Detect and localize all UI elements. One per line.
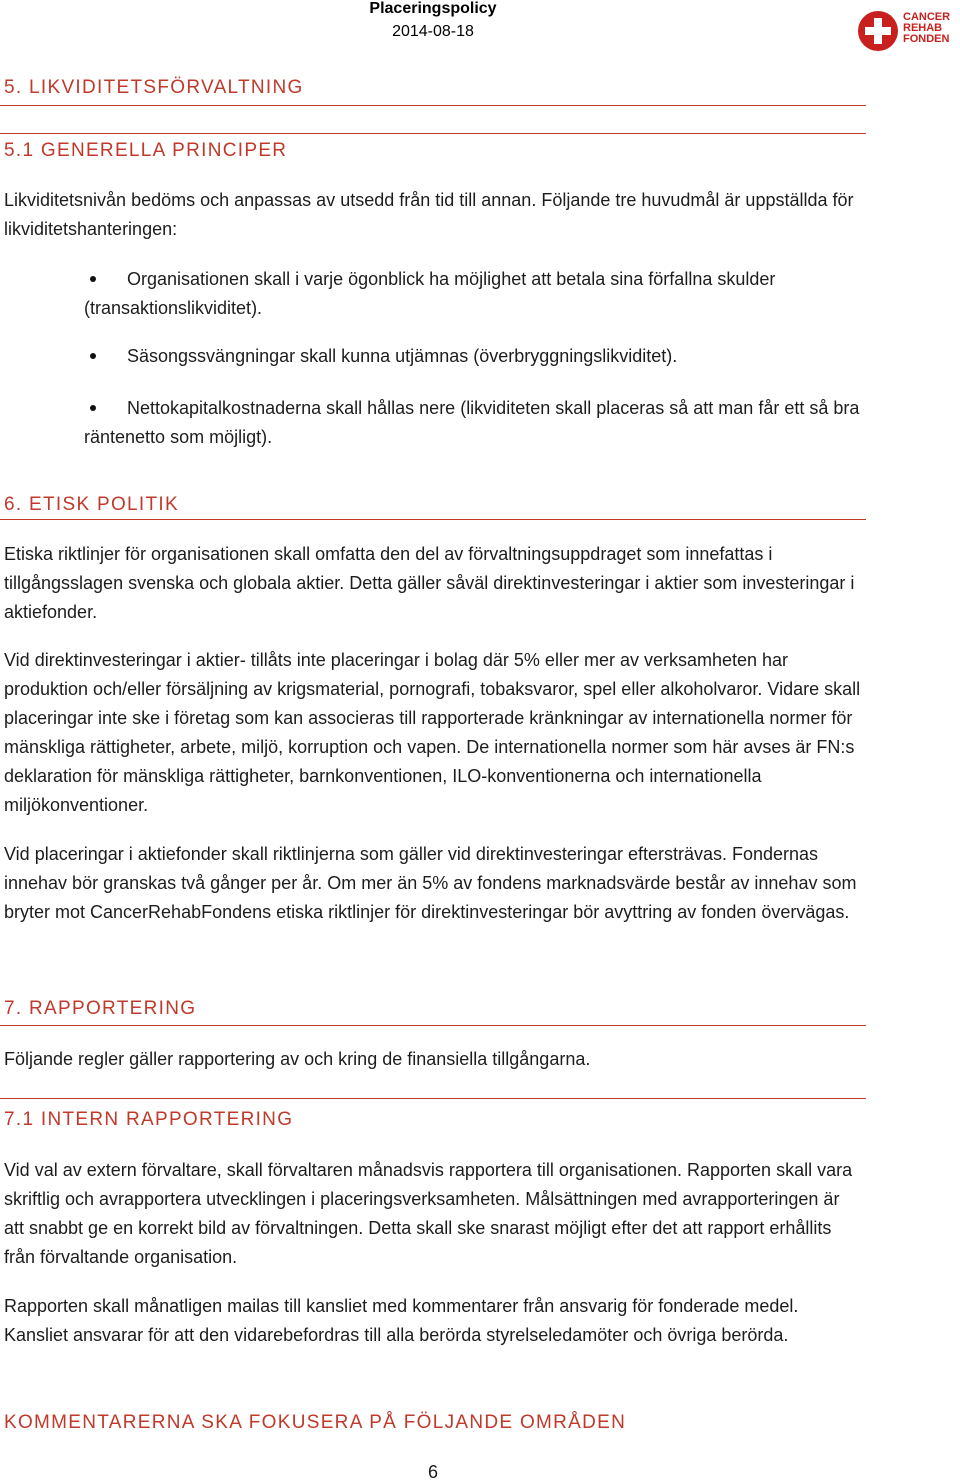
red-cross-icon bbox=[856, 9, 900, 53]
section-7-1-paragraph-2: Rapporten skall månatligen mailas till kansliet med kommentarer från ansvarig för fonderade medel. Kansliet ansvarar för att den vidarebefordras till alla berörda styrelseledamöter och övriga berörda. bbox=[4, 1296, 799, 1345]
section-5-1-rule bbox=[0, 133, 866, 134]
bullet-2-text: Säsongssvängningar skall kunna utjämnas (överbryggningslikviditet). bbox=[127, 346, 678, 366]
section-5-intro: Likviditetsnivån bedöms och anpassas av utsedd från tid till annan. Följande tre huvudmål är uppställda för likviditetshanteringen: bbox=[4, 190, 854, 239]
cancer-rehab-fonden-logo bbox=[856, 9, 952, 55]
section-6-paragraph-1: Etiska riktlinjer för organisationen skall omfatta den del av förvaltningsuppdraget som innefattas i tillgångsslagen svenska och globala aktier. Detta gäller såväl direktinvesteringar i aktier som investeringar i aktiefonder. bbox=[4, 544, 855, 622]
bullet-1-text: Organisationen skall i varje ögonblick ha möjlighet att betala sina förfallna skulder (transaktionslikviditet). bbox=[84, 269, 776, 318]
logo-word-2: REHAB bbox=[903, 22, 943, 34]
section-7-1-paragraph-1: Vid val av extern förvaltare, skall förvaltaren månadsvis rapportera till organisationen. Rapporten skall vara skriftlig och avrapportera utvecklingen i placeringsverksamheten. Målsättningen med avrapporteringen är att snabbt ge en korrekt bild av förvaltningen. Detta skall ske snarast möjligt efter det att rapport erhållits från förvaltande organisation. bbox=[4, 1160, 853, 1267]
logo-word-1: CANCER bbox=[903, 11, 951, 23]
section-7-1-heading: 7.1 INTERN RAPPORTERING bbox=[4, 1109, 294, 1130]
section-5-heading: 5. LIKVIDITETSFÖRVALTNING bbox=[4, 77, 304, 98]
section-5-1-heading: 5.1 GENERELLA PRINCIPER bbox=[4, 140, 288, 161]
section-6-heading: 6. ETISK POLITIK bbox=[4, 494, 179, 515]
section-6-paragraph-2: Vid direktinvesteringar i aktier- tillåts inte placeringar i bolag där 5% eller mer av verksamheten har produktion och/eller försäljning av krigsmaterial, pornografi, tobaksvaror, spel eller alkoholvaror. Vidare skall placeringar inte ske i företag som kan associeras till rapporterade kränkningar av internationella normer för mänskliga rättigheter, arbete, miljö, korruption och vapen. De internationella normer som här avses är FN:s deklaration för mänskliga rättigheter, barnkonventionen, ILO-konventionerna och internationella miljökonventioner. bbox=[4, 650, 861, 815]
section-6-rule bbox=[0, 519, 866, 520]
bullet-2 bbox=[84, 342, 864, 371]
bullet-3 bbox=[84, 394, 864, 452]
section-5-rule bbox=[0, 105, 866, 106]
document-title: Placeringspolicy bbox=[369, 0, 497, 17]
section-7-1-rule bbox=[0, 1098, 866, 1099]
page-number: 6 bbox=[427, 1462, 438, 1482]
logo-word-3: FONDEN bbox=[903, 33, 950, 45]
section-6-paragraph-3: Vid placeringar i aktiefonder skall riktlinjerna som gäller vid direktinvesteringar eftersträvas. Fondernas innehav bör granskas två gånger per år. Om mer än 5% av fondens marknadsvärde består av innehav som bryter mot CancerRehabFondens etiska riktlinjer för direktinvesteringar bör avyttring av fonden övervägas. bbox=[4, 844, 857, 922]
bullet-1 bbox=[84, 265, 864, 323]
bullet-3-text: Nettokapitalkostnaderna skall hållas nere (likviditeten skall placeras så att man får ett så bra räntenetto som möjligt). bbox=[84, 398, 860, 447]
section-7-intro: Följande regler gäller rapportering av och kring de finansiella tillgångarna. bbox=[4, 1049, 591, 1069]
logo-wordmark bbox=[903, 12, 955, 45]
section-7-rule bbox=[0, 1025, 866, 1026]
section-7-heading: 7. RAPPORTERING bbox=[4, 998, 197, 1019]
document-date: 2014-08-18 bbox=[392, 23, 474, 40]
comments-focus-heading: KOMMENTARERNA SKA FOKUSERA PÅ FÖLJANDE OMRÅDEN bbox=[4, 1412, 627, 1433]
